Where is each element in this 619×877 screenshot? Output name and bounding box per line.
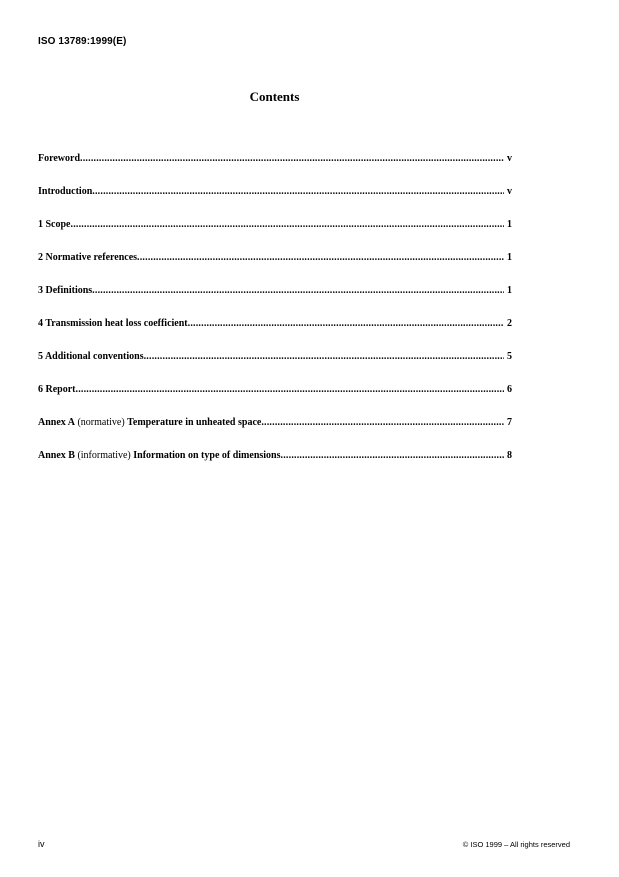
toc-page-number: 7	[507, 417, 512, 428]
toc-entry[interactable]	[38, 216, 512, 249]
toc-page-number: 2	[507, 318, 512, 329]
toc-page-number: 5	[507, 351, 512, 362]
toc-entry[interactable]	[38, 183, 512, 216]
toc-entry-title-part: Foreword	[38, 153, 81, 164]
toc-entry-title	[38, 348, 144, 365]
toc-entry-title	[38, 183, 92, 200]
dot-leader	[261, 414, 504, 431]
toc-entry-title-part: Introduction	[38, 186, 93, 197]
toc-entry-title-part: Temperature in unheated space	[127, 417, 262, 428]
dot-leader	[71, 216, 505, 233]
dot-leader	[137, 249, 504, 266]
page-number: iv	[38, 839, 45, 849]
toc-page-number: 1	[507, 219, 512, 230]
toc-entry-title-part: (informative)	[74, 450, 134, 461]
toc-entry[interactable]	[38, 315, 512, 348]
page-title: Contents	[249, 89, 300, 104]
toc-entry-title	[38, 414, 261, 431]
toc-entry[interactable]	[38, 348, 512, 381]
dot-leader	[92, 183, 504, 200]
toc-entry-title-part: 1 Scope	[38, 219, 71, 230]
toc-entry[interactable]	[38, 414, 512, 447]
copyright-notice: © ISO 1999 – All rights reserved	[462, 840, 570, 849]
toc-page-number: v	[507, 153, 512, 164]
toc-entry-title-part: 6 Report	[38, 384, 76, 395]
toc-page-number: 1	[507, 252, 512, 263]
toc-entry-title-part: 2 Normative references	[38, 252, 138, 263]
toc-page-number: v	[507, 186, 512, 197]
toc-entry-title-part: (normative)	[74, 417, 128, 428]
dot-leader	[281, 447, 504, 464]
toc-entry-title-part: Annex B	[38, 450, 75, 461]
toc-entry[interactable]	[38, 249, 512, 282]
toc-entry-title	[38, 381, 76, 398]
dot-leader	[92, 282, 504, 299]
dot-leader	[144, 348, 504, 365]
dot-leader	[76, 381, 505, 398]
dot-leader	[80, 150, 504, 167]
toc-entry[interactable]	[38, 150, 512, 183]
toc-entry-title-part: Annex A	[38, 417, 75, 428]
toc-entry-title	[38, 282, 92, 299]
toc-entry[interactable]	[38, 282, 512, 315]
dot-leader	[188, 315, 504, 332]
toc-entry-title-part: 3 Definitions	[38, 285, 93, 296]
toc-entry-title	[38, 249, 137, 266]
toc-entry[interactable]	[38, 381, 512, 414]
toc-page-number: 8	[507, 450, 512, 461]
document-id-header: ISO 13789:1999(E)	[38, 36, 127, 47]
toc-entry-title-part: Information on type of dimensions	[133, 450, 281, 461]
toc-page-number: 1	[507, 285, 512, 296]
toc-entry-title	[38, 216, 71, 233]
toc-entry-title	[38, 150, 80, 167]
toc-page-number: 6	[507, 384, 512, 395]
toc-entry-title-part: 4 Transmission heat loss coefficient	[38, 318, 188, 329]
toc-entry-title	[38, 315, 188, 332]
toc-entry-title	[38, 447, 281, 464]
toc-entry[interactable]	[38, 447, 512, 480]
table-of-contents	[38, 150, 512, 480]
toc-entry-title-part: 5 Additional conventions	[38, 351, 144, 362]
